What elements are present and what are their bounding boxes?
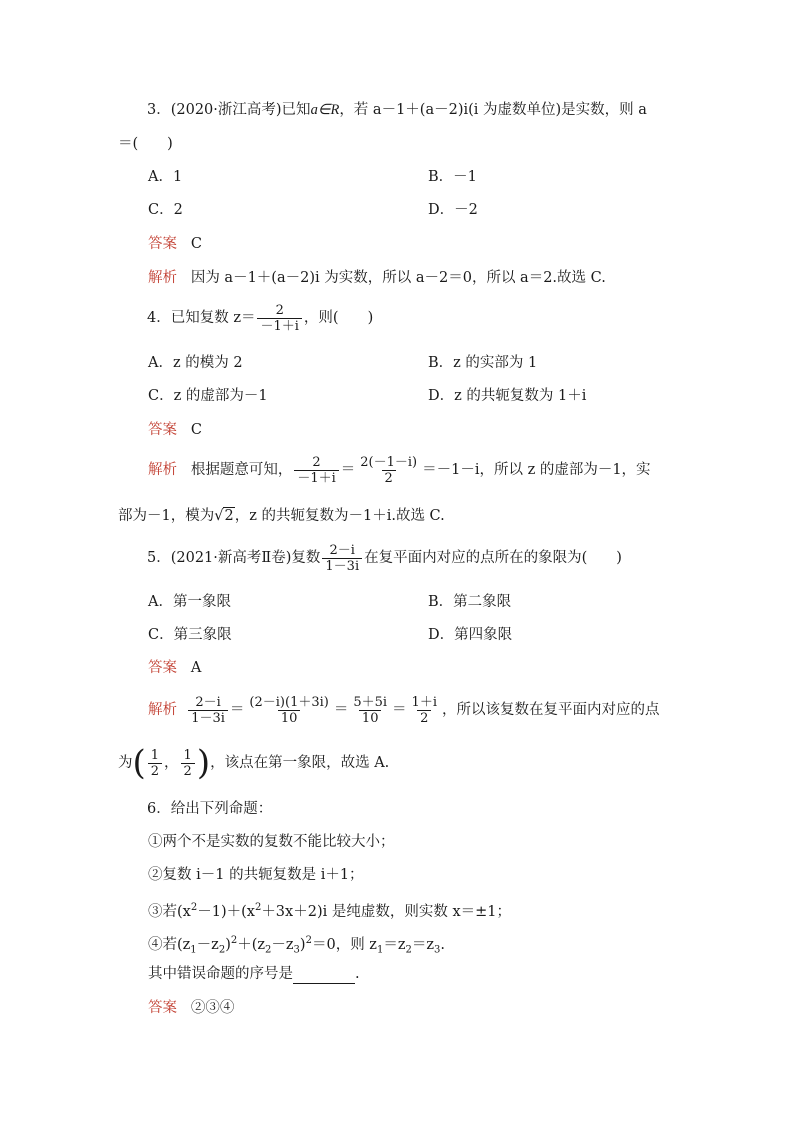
q4-answer: 答案 C <box>148 422 202 438</box>
q5-analysis: 解析 $\frac{2-i}{1-3i}$ ＝ $\frac{(2-i)(1+3i)}{10}$ ＝ $\frac{5+5i}{10}$ ＝ $\frac{1+i}{2}$ ，所以该复数在复平面内对应的点 <box>148 694 660 726</box>
fraction: $\frac{2-i}{1-3i}$ <box>188 695 228 726</box>
q4-option-c: C．z 的虚部为－1 <box>148 388 268 404</box>
q6-proposition-1: ①两个不是实数的复数不能比较大小； <box>148 834 395 850</box>
analysis-label: 解析 <box>148 462 177 478</box>
q4-stem: 4．已知复数 z＝ $\frac{2}{-1+i}$ ，则( ) <box>147 302 374 334</box>
answer-label: 答案 <box>148 1000 177 1016</box>
q4-analysis-line2: 部为－1，模为√2，z 的共轭复数为－1＋i.故选 C. <box>118 508 445 524</box>
answer-label: 答案 <box>148 236 177 252</box>
q5-answer: 答案 A <box>148 660 202 676</box>
q5-stem: 5．(2021·新高考Ⅱ卷)复数 $\frac{2-i}{1-3i}$ 在复平面内对应的点所在的象限为( ) <box>147 542 622 574</box>
fraction: $\frac{(2-i)(1+3i)}{10}$ <box>249 694 329 726</box>
q4-option-b: B．z 的实部为 1 <box>428 355 538 371</box>
q3-stem-line2: ＝( ) <box>118 136 173 152</box>
q6-proposition-3: ③若$(x^2-1)+(x^2+3x+2)i$ 是纯虚数，则实数 x＝±1； <box>148 902 512 920</box>
analysis-label: 解析 <box>148 702 177 718</box>
q5-option-c: C．第三象限 <box>148 627 232 643</box>
q3-option-a: A．1 <box>148 169 183 185</box>
q3-option-c: C．2 <box>148 202 183 218</box>
q6-proposition-4: ④若$(z_1-z_2)^2+(z_2-z_3)^2=0$，则 $z_1=z_2=z_3$. <box>148 935 445 956</box>
fraction: $\frac{2(-1-i)}{2}$ <box>360 454 418 486</box>
answer-label: 答案 <box>148 422 177 438</box>
left-paren: ( <box>132 743 146 783</box>
q6-stem: 6．给出下列命题： <box>147 801 273 817</box>
q3-analysis: 解析 因为 a－1＋(a－2)i 为实数，所以 a－2＝0，所以 a＝2.故选 C. <box>148 270 606 286</box>
q3-answer: 答案 C <box>148 236 202 252</box>
q3-stem: 3．(2020·浙江高考)已知a∈R，若 a－1＋(a－2)i(i 为虚数单位)是实数，则 a <box>147 102 647 118</box>
q4-option-a: A．z 的模为 2 <box>148 355 243 371</box>
q4-analysis: 解析 根据题意可知， $\frac{2}{-1+i}$ ＝ $\frac{2(-1-i)}{2}$ ＝－1－i，所以 z 的虚部为－1，实 <box>148 454 651 486</box>
q6-answer: 答案 ②③④ <box>148 1000 235 1016</box>
q5-option-d: D．第四象限 <box>428 627 513 643</box>
fraction: $\frac{5+5i}{10}$ <box>353 694 388 726</box>
answer-label: 答案 <box>148 660 177 676</box>
fraction: $\frac{1+i}{2}$ <box>411 694 437 726</box>
fraction: $\frac{2}{-1+i}$ <box>257 303 301 334</box>
analysis-label: 解析 <box>148 270 177 286</box>
fraction: $\frac{2}{-1+i}$ <box>294 455 338 486</box>
answer-blank <box>293 969 355 984</box>
q5-option-b: B．第二象限 <box>428 594 512 610</box>
right-paren: ) <box>196 743 211 783</box>
q5-analysis-line2: 为( $\frac{1}{2}$ ， $\frac{1}{2}$ )，该点在第一象限，故选 A. <box>118 743 390 783</box>
fraction: $\frac{1}{2}$ <box>181 748 195 779</box>
fraction: $\frac{2-i}{1-3i}$ <box>322 543 362 574</box>
q3-option-d: D．－2 <box>428 202 478 218</box>
q6-proposition-2: ②复数 i－1 的共轭复数是 i＋1； <box>148 867 364 883</box>
q6-question: 其中错误命题的序号是 . <box>148 966 360 982</box>
q5-option-a: A．第一象限 <box>148 594 231 610</box>
fraction: $\frac{1}{2}$ <box>148 748 162 779</box>
sqrt-symbol: √2 <box>214 508 234 524</box>
q4-option-d: D．z 的共轭复数为 1＋i <box>428 388 587 404</box>
q3-option-b: B．－1 <box>428 169 477 185</box>
